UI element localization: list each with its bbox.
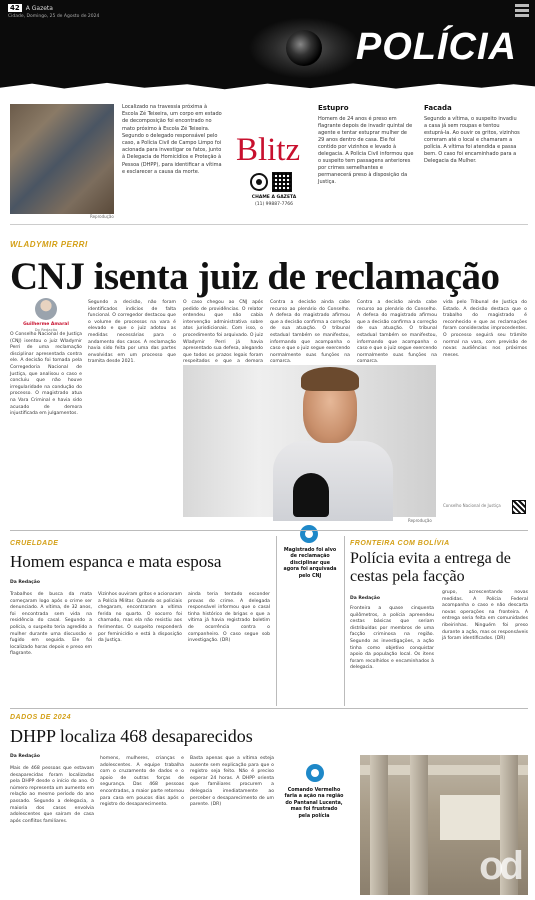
edition-date: Cidade, Domingo, 25 de Agosto de 2024 [8,14,100,19]
left-text-col-2: Vizinhos ouviram gritos e acionaram a Polícia Militar. Quando os policiais chegaram, encontraram a vítima ferida no quarto. O socorro foi chamado, mas ela não resistiu aos ferimentos. O suspeito responderá por feminicídio e está à disposição da Justiça. [98,592,183,644]
main-kicker: WLADYMIR PERRI [10,240,88,249]
blitz-photo [10,104,114,214]
main-photo [183,365,436,517]
bottom-byline: Da Redação [10,754,40,759]
bottom-kicker: DADOS DE 2024 [10,714,71,721]
divider [10,530,528,531]
blitz-column-title: Facada [424,104,452,112]
main-footer-ref: Conselho Nacional de Justiça [443,503,501,508]
author-box [10,298,82,332]
brand-name: A Gazeta [25,4,53,12]
divider [276,536,277,706]
main-text-col-3: O caso chegou ao CNJ após pedido de providências. O relator entendeu que não cabia intervenção administrativa sobre atos jurisdicionais. Com isso, o procedimento foi arquivado. O juiz Wladymir Perri já havia apresentado sua defesa, alegando que todos os prazos legais foram respeitados e que a demora [183,300,263,365]
bottom-photo [360,755,528,895]
right-text-col-1: Fronteira a quase cinquenta quilômetros, a polícia apreendeu cestas básicas que seriam distribuídas por membros de uma facção criminosa na região. Segundo as investigações, a ação tinha como objetivo conquistar apoio da população local. Os itens foram recolhidos e encaminhados à delegacia. [350,606,434,671]
bottom-text-col-2: homens, mulheres, crianças e adolescentes. A equipe trabalha com o cruzamento de dados e o apoio de outras forças de segurança. Das 468 pessoas encontradas, a maior parte retornou para casa em poucos dias após o registro do desaparecimento. [100,756,184,808]
photo-subject-body [273,441,393,521]
photo-subject-hair [301,367,359,391]
side-note: Comando Vermelho faria a ação na região do Pantanal Lucenta, mas foi frustrado pela polícia [284,788,344,819]
left-text-col-3: ainda teria tentado esconder provas do crime. A delegada responsável informou que o casal tinha histórico de brigas e que a vítima já havia registrado boletim de ocorrência contra o companheiro. O caso segue sob investigação. (DR) [188,592,270,644]
eye-pupil [286,30,322,66]
left-byline: Da Redação [10,580,40,585]
watermark-logo: od [479,844,520,888]
note-bubble-icon [306,764,324,782]
right-text-col-2: grupo, acrescentando novas medidas. A Polícia Federal acompanha o caso e não descarta novas operações na fronteira. A entrega seria feita em comunidades ribeirinhas. Ninguém foi preso durante a ação, mas os responsáveis já foram identificados. (DR) [442,590,528,642]
right-headline: Polícia evita a entrega de cestas pela facção [350,550,511,585]
blitz-column-estupro [318,104,414,186]
main-text-col-4b: Contra a decisão ainda cabe recurso ao plenário do Conselho. A defesa do magistrado afirmou que a decisão confirma a correção de sua atuação. O tribunal estadual também se manifestou, informando que acompanha o caso e que o juiz segue exercendo normalmente suas funções na comarca. [357,300,437,365]
microphone-icon [293,473,329,517]
section-banner [0,0,535,92]
photo-column [370,755,388,895]
blitz-box [10,100,528,225]
barcode-icon [515,4,529,17]
blitz-phone: (11) 99887-7766 [254,202,294,207]
main-headline: CNJ isenta juiz de reclamação [10,255,500,298]
left-text-col-1: Trabalhos de busca da mata começaram logo após o crime ser denunciado. A vítima, de 32 anos, foi encontrada sem vida na residência do casal. Segundo a polícia, o suspeito teria agredido a mulher durante uma discussão e fugido em seguida. Ele foi localizado horas depois e preso em flagrante. [10,592,92,657]
main-text-col-1: O Conselho Nacional de Justiça (CNJ) isentou o juiz Wladymir Perri de uma reclamação disciplinar apresentada contra ele. A decisão foi tomada pela Corregedoria Nacional de Justiça, que analisou o caso e concluiu que não houve irregularidade na condução do processo. O magistrado atua na Vara Criminal e havia sido acusado de demora injustificada em julgamentos. [10,332,82,417]
photo-column [410,755,428,895]
divider [344,536,345,706]
avatar [35,298,57,320]
author-name: Guilherme Amaral [23,322,69,327]
photo-credit: Reprodução [90,214,114,219]
blitz-column-facada [424,104,520,165]
main-text-col-2: Segundo a decisão, não foram identificados indícios de falta funcional. O corregedor destacou que o volume de processos na vara é elevado e que o juiz adotou as medidas necessárias para o andamento dos casos. A reclamação havia sido feita por uma das partes envolvidas em um processo que tramita desde 2021. [88,300,176,365]
right-byline: Da Redação [350,596,380,601]
blitz-column-text: Segundo a vítima, o suspeito invadiu a casa já sem roupas e tentou estuprá-la. Ao ouvir os gritos, vizinhos correram até o local e chamaram a polícia. A vítima foi atendida e passa bem. O caso foi encaminhado para a Delegacia da Mulher. [424,116,520,164]
masthead [8,4,53,12]
qr-code-icon [512,500,526,514]
right-kicker: FRONTEIRA COM BOLÍVIA [350,540,450,547]
qr-code-icon [272,172,292,192]
section-title: POLÍCIA [355,26,517,68]
main-text-col-4: Contra a decisão ainda cabe recurso ao plenário do Conselho. A defesa do magistrado afirmou que a decisão confirma a correção de sua atuação. O tribunal estadual também se manifestou, informando que acompanha o caso e que o juiz segue exercendo normalmente suas funções na comarca. [270,300,350,365]
main-text-col-5: vida pelo Tribunal de Justiça do Estado. A decisão destaca que o trabalho do magistrado é reconhecido e que as reclamações foram consideradas improcedentes. O processo seguirá seu trâmite normal na vara, com previsão de novas audiências nos próximos meses. [443,300,527,358]
bottom-text-col-1: Mais de 468 pessoas que estavam desaparecidas foram localizadas pela DHPP desde o início do ano. O número representa um aumento em relação ao mesmo período do ano passado. Segundo a delegacia, a maioria dos casos envolvia adolescentes que saíram de casa após conflitos familiares. [10,766,94,824]
blitz-column-text: Homem de 24 anos é preso em flagrante depois de invadir quintal de agente e tentar estuprar mulher de 29 anos dentro de casa. Ele foi contido por vizinhos e levado à delegacia. A Polícia Civil informou que o suspeito tem passagens anteriores por crimes semelhantes e permanecerá preso à disposição da Justiça. [318,116,414,185]
bottom-headline: DHPP localiza 468 desaparecidos [10,726,253,746]
photo-credit: Reprodução [408,518,432,523]
blitz-lead-text: Localizado na travessia próxima à Escola Zé Teixeira, um corpo em estado de decomposição foi encontrado no mato próximo à Escola Zé Teixeira. Segundo o delegado responsável pelo caso, a Polícia Civil de Campo Limpo foi acionada para investigar os fatos, junto à Delegacia de Homicídios e Proteção à Pessoa (DHPP), para identificar a vítima e esclarecer a causa da morte. [122,104,222,175]
photo-window [440,795,500,840]
bottom-text-col-3: Basta apenas que a vítima esteja ausente sem explicação para que o registro seja feito. Não é preciso esperar 24 horas. A DHPP orienta que familiares procurem a delegacia imediatamente ao perceber o desaparecimento de um parente. (DR) [190,756,274,808]
side-note: Magistrado foi alvo de reclamação disciplinar que agora foi arquivada pelo CNJ [283,548,337,579]
left-kicker: CRUELDADE [10,540,59,547]
blitz-send-label: CHAME A GAZETA [251,195,297,200]
author-role: Do Redação [34,327,58,332]
blitz-logo: Blitz [236,132,301,168]
blitz-column-title: Estupro [318,104,349,112]
left-headline: Homem espanca e mata esposa [10,552,222,571]
note-bubble-icon [300,525,318,543]
page-number: 42 [10,4,20,12]
whatsapp-icon [250,173,268,191]
blitz-contact [250,172,292,192]
divider [10,708,528,709]
